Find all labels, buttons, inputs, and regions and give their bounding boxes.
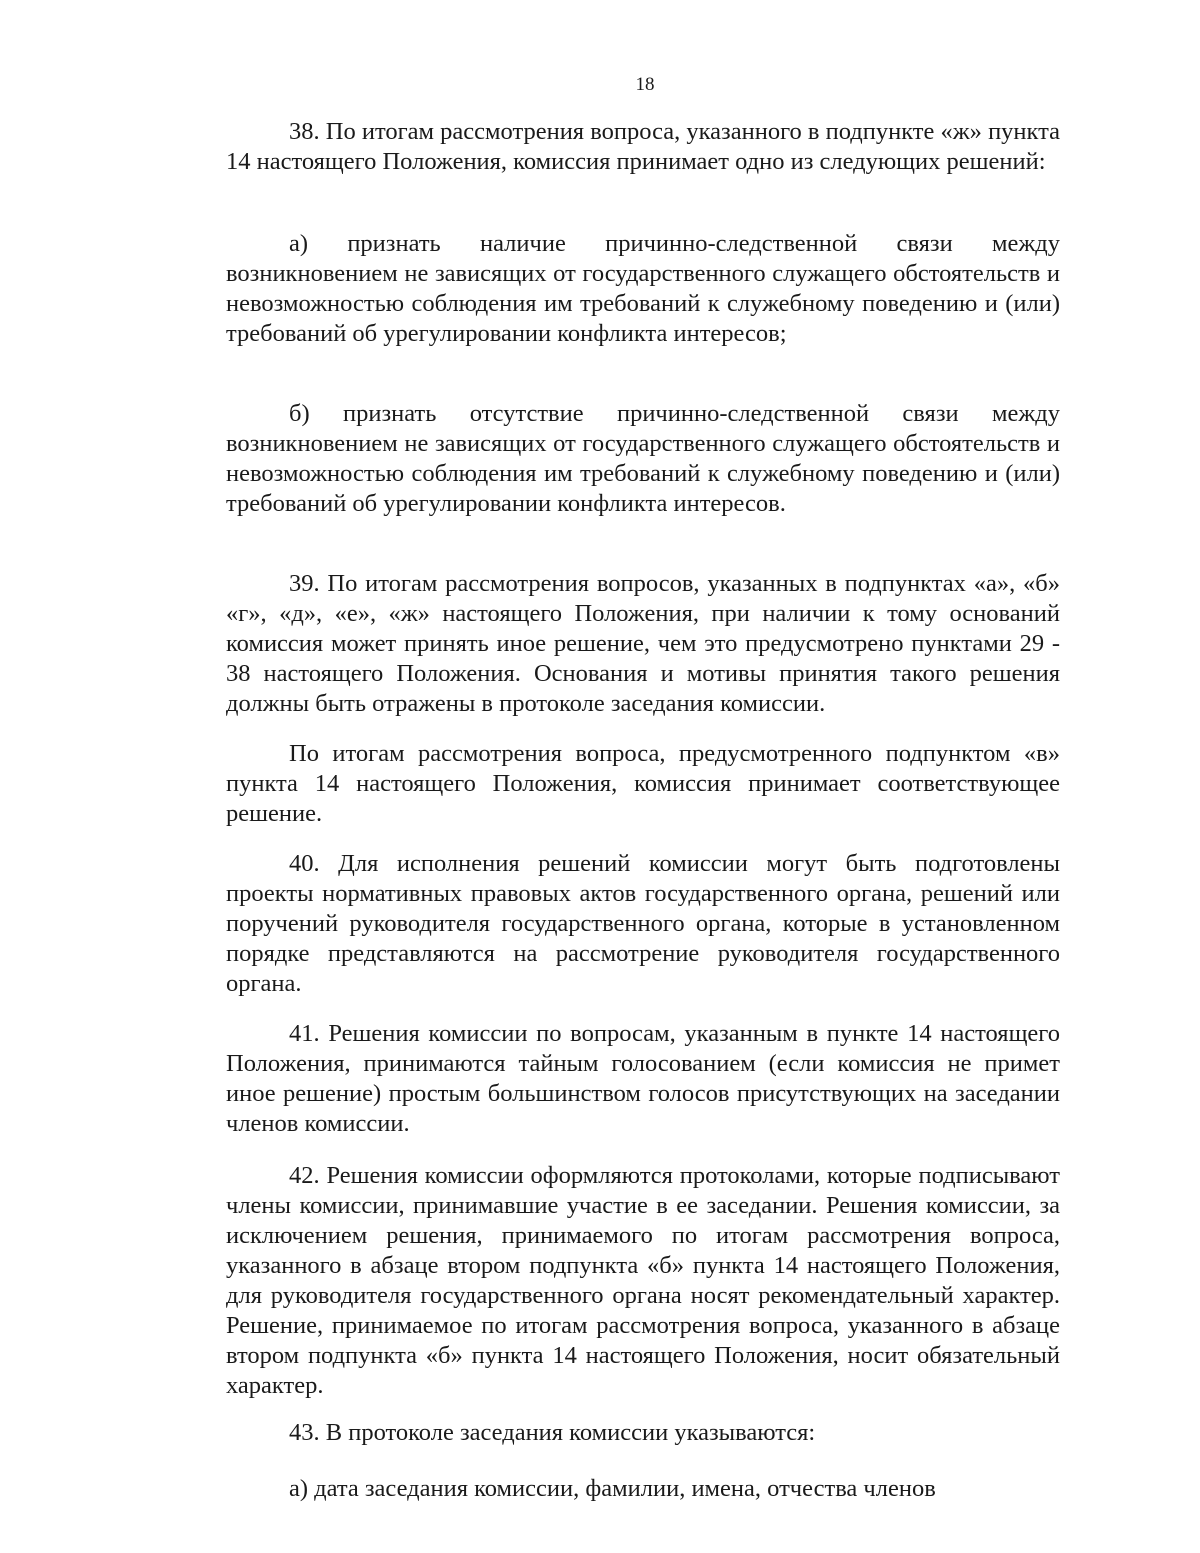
paragraph-40: [226, 849, 1060, 1024]
paragraph: 39. По итогам рассмотрения вопросов, указанных в подпунктах «а», «б» «г», «д», «е», «ж» настоящего Положения, при наличии к тому оснований комиссия может принять иное решение, чем это предусмотрено пунктами 29 - 38 настоящего Положения. Основания и мотивы принятия такого решения должны быть отражены в протоколе заседания комиссии.: [226, 570, 1060, 717]
subitem-38a: [226, 229, 1060, 374]
paragraph: а) дата заседания комиссии, фамилии, имена, отчества членов: [289, 1475, 936, 1502]
paragraph-39-second: [226, 739, 1060, 854]
paragraph: а) признать наличие причинно-следственной связи между возникновением не зависящих от государственного служащего обстоятельств и невозможностью соблюдения им требований к служебному поведению и (или) требований об урегулировании конфликта интересов;: [226, 230, 1060, 347]
paragraph: 42. Решения комиссии оформляются протоколами, которые подписывают члены комиссии, принимавшие участие в ее заседании. Решения комиссии, за исключением решения, принимаемого по итогам рассмотрения вопроса, указанного в абзаце втором подпункта «б» пункта 14 настоящего Положения, для руководителя государственного органа носят рекомендательный характер. Решение, принимаемое по итогам рассмотрения вопроса, указанного в абзаце втором подпункта «б» пункта 14 настоящего Положения, носит обязательный характер.: [226, 1162, 1060, 1399]
paragraph-39: [226, 569, 1060, 744]
paragraph-42: [226, 1161, 1060, 1426]
paragraph: б) признать отсутствие причинно-следственной связи между возникновением не зависящих от государственного служащего обстоятельств и невозможностью соблюдения им требований к служебному поведению и (или) требований об урегулировании конфликта интересов.: [226, 400, 1060, 517]
page-number: 18: [635, 74, 655, 95]
paragraph-38: [226, 117, 1060, 202]
paragraph: 43. В протоколе заседания комиссии указываются:: [289, 1419, 816, 1446]
subitem-43a: [226, 1474, 1060, 1529]
paragraph: По итогам рассмотрения вопроса, предусмотренного подпунктом «в» пункта 14 настоящего Положения, комиссия принимает соответствующее решение.: [226, 740, 1060, 827]
subitem-38b: [226, 399, 1060, 544]
paragraph-41: [226, 1019, 1060, 1164]
paragraph: 38. По итогам рассмотрения вопроса, указанного в подпункте «ж» пункта 14 настоящего Положения, комиссия принимает одно из следующих решений:: [226, 118, 1060, 175]
paragraph: 40. Для исполнения решений комиссии могут быть подготовлены проекты нормативных правовых актов государственного органа, решений или поручений руководителя государственного органа, которые в установленном порядке представляются на рассмотрение руководителя государственного органа.: [226, 850, 1060, 997]
paragraph-43: [226, 1418, 1060, 1473]
paragraph: 41. Решения комиссии по вопросам, указанным в пункте 14 настоящего Положения, принимаются тайным голосованием (если комиссия не примет иное решение) простым большинством голосов присутствующих на заседании членов комиссии.: [226, 1020, 1060, 1137]
